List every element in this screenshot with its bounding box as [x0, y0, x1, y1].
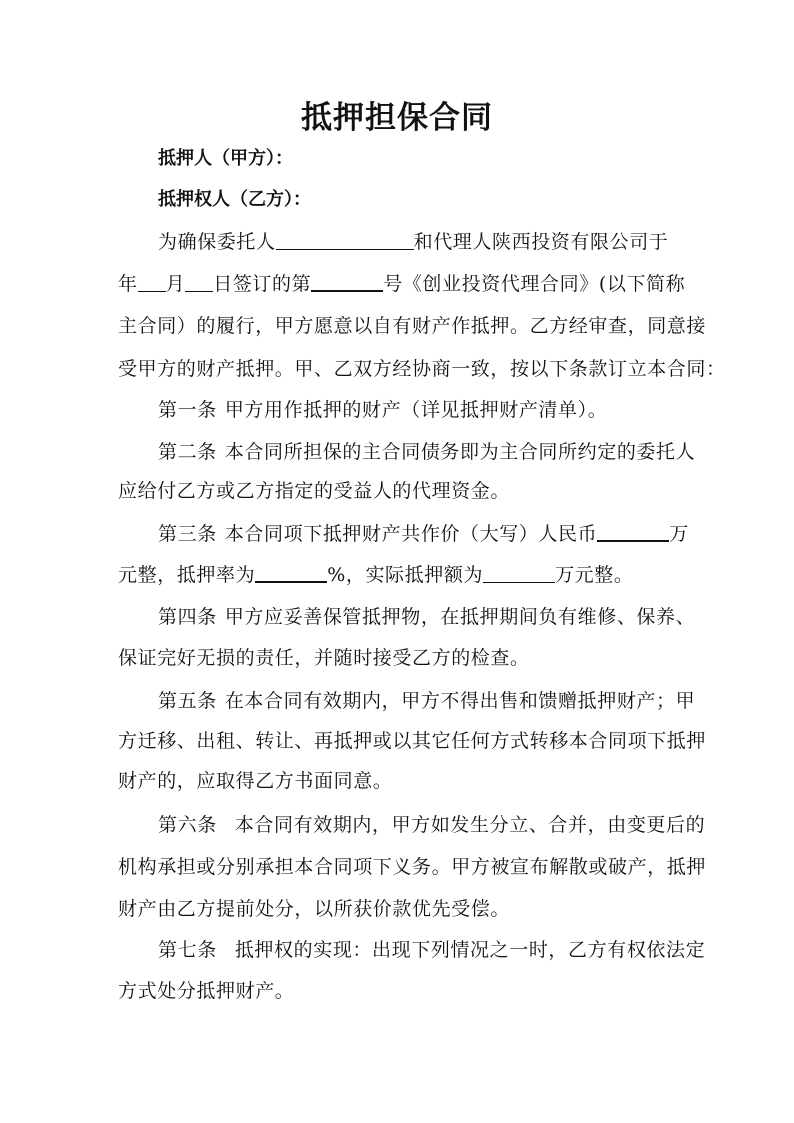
- mortgagor-label: 抵押人（甲方）：: [158, 148, 293, 169]
- article-7-line-2: 方式处分抵押财产。: [118, 980, 295, 1002]
- contract-number-blank[interactable]: [311, 272, 383, 292]
- article-5-line-1: [158, 688, 696, 714]
- preamble-text: 日签订的第: [213, 273, 312, 295]
- article-7-line-1: [158, 937, 706, 963]
- article-text: 万: [669, 523, 689, 545]
- article-text: 甲方应妥善保管抵押物，在抵押期间负有维修、保养、: [224, 606, 696, 628]
- article-6-line-2: 机构承担或分别承担本合同项下义务。甲方被宣布解散或破产，抵押: [118, 856, 707, 878]
- article-6-line-3: 财产由乙方提前处分，以所获价款优先受偿。: [118, 898, 511, 920]
- article-heading: 第三条: [158, 523, 217, 545]
- article-text: 万元整。: [555, 564, 634, 586]
- article-text: 本合同项下抵押财产共作价（大写）人民币: [224, 523, 598, 545]
- preamble-text: 年: [118, 273, 138, 295]
- preamble-text: 为确保委托人: [158, 231, 276, 253]
- day-blank[interactable]: [185, 273, 213, 292]
- article-text: %，实际抵押额为: [327, 564, 484, 586]
- mortgage-amount-blank[interactable]: [483, 564, 555, 583]
- article-2-line-1: [158, 439, 696, 465]
- preamble-text: 和代理人陕西投资有限公司于: [413, 231, 669, 253]
- article-text: 元整，抵押率为: [118, 564, 256, 586]
- article-4-line-1: [158, 604, 696, 630]
- month-blank[interactable]: [138, 273, 166, 292]
- article-heading: 第六条: [158, 814, 217, 836]
- article-heading: 第五条: [158, 690, 217, 712]
- article-text: 本合同有效期内，甲方如发生分立、合并，由变更后的: [234, 814, 706, 836]
- article-heading: 第一条: [158, 399, 217, 421]
- article-2-line-2: 应给付乙方或乙方指定的受益人的代理资金。: [118, 480, 511, 502]
- preamble-text: 月: [165, 273, 186, 295]
- preamble-line-4: 受甲方的财产抵押。甲、乙双方经协商一致，按以下条款订立本合同：: [118, 358, 726, 380]
- mortgagee-label: 抵押权人（乙方）：: [158, 189, 311, 210]
- preamble-line-3: 主合同）的履行，甲方愿意以自有财产作抵押。乙方经审查，同意接: [118, 315, 707, 337]
- document-title: 抵押担保合同: [301, 100, 493, 136]
- article-3-line-2: [118, 562, 678, 588]
- article-text: 甲方用作抵押的财产（详见抵押财产清单）。: [224, 399, 608, 421]
- valuation-blank[interactable]: [597, 522, 669, 542]
- article-heading: 第二条: [158, 441, 217, 463]
- article-1: [158, 397, 678, 423]
- preamble-line-2: [118, 271, 686, 297]
- article-5-line-3: 财产的，应取得乙方书面同意。: [118, 770, 393, 792]
- article-6-line-1: [158, 812, 706, 838]
- preamble-line-1: [158, 229, 678, 255]
- principal-name-blank[interactable]: [276, 231, 414, 250]
- article-5-line-2: 方迁移、出租、转让、再抵押或以其它任何方式转移本合同项下抵押: [118, 730, 707, 752]
- preamble-text: 号《创业投资代理合同》(以下简称: [383, 273, 686, 295]
- article-3-line-1: [158, 521, 689, 547]
- article-heading: 第七条: [158, 939, 217, 961]
- article-text: 在本合同有效期内，甲方不得出售和馈赠抵押财产；甲: [224, 690, 696, 712]
- article-4-line-2: 保证完好无损的责任，并随时接受乙方的检查。: [118, 647, 530, 669]
- article-text: 抵押权的实现：出现下列情况之一时，乙方有权依法定: [234, 939, 706, 961]
- mortgage-rate-blank[interactable]: [255, 563, 327, 583]
- article-heading: 第四条: [158, 606, 217, 628]
- article-text: 本合同所担保的主合同债务即为主合同所约定的委托人: [224, 441, 696, 463]
